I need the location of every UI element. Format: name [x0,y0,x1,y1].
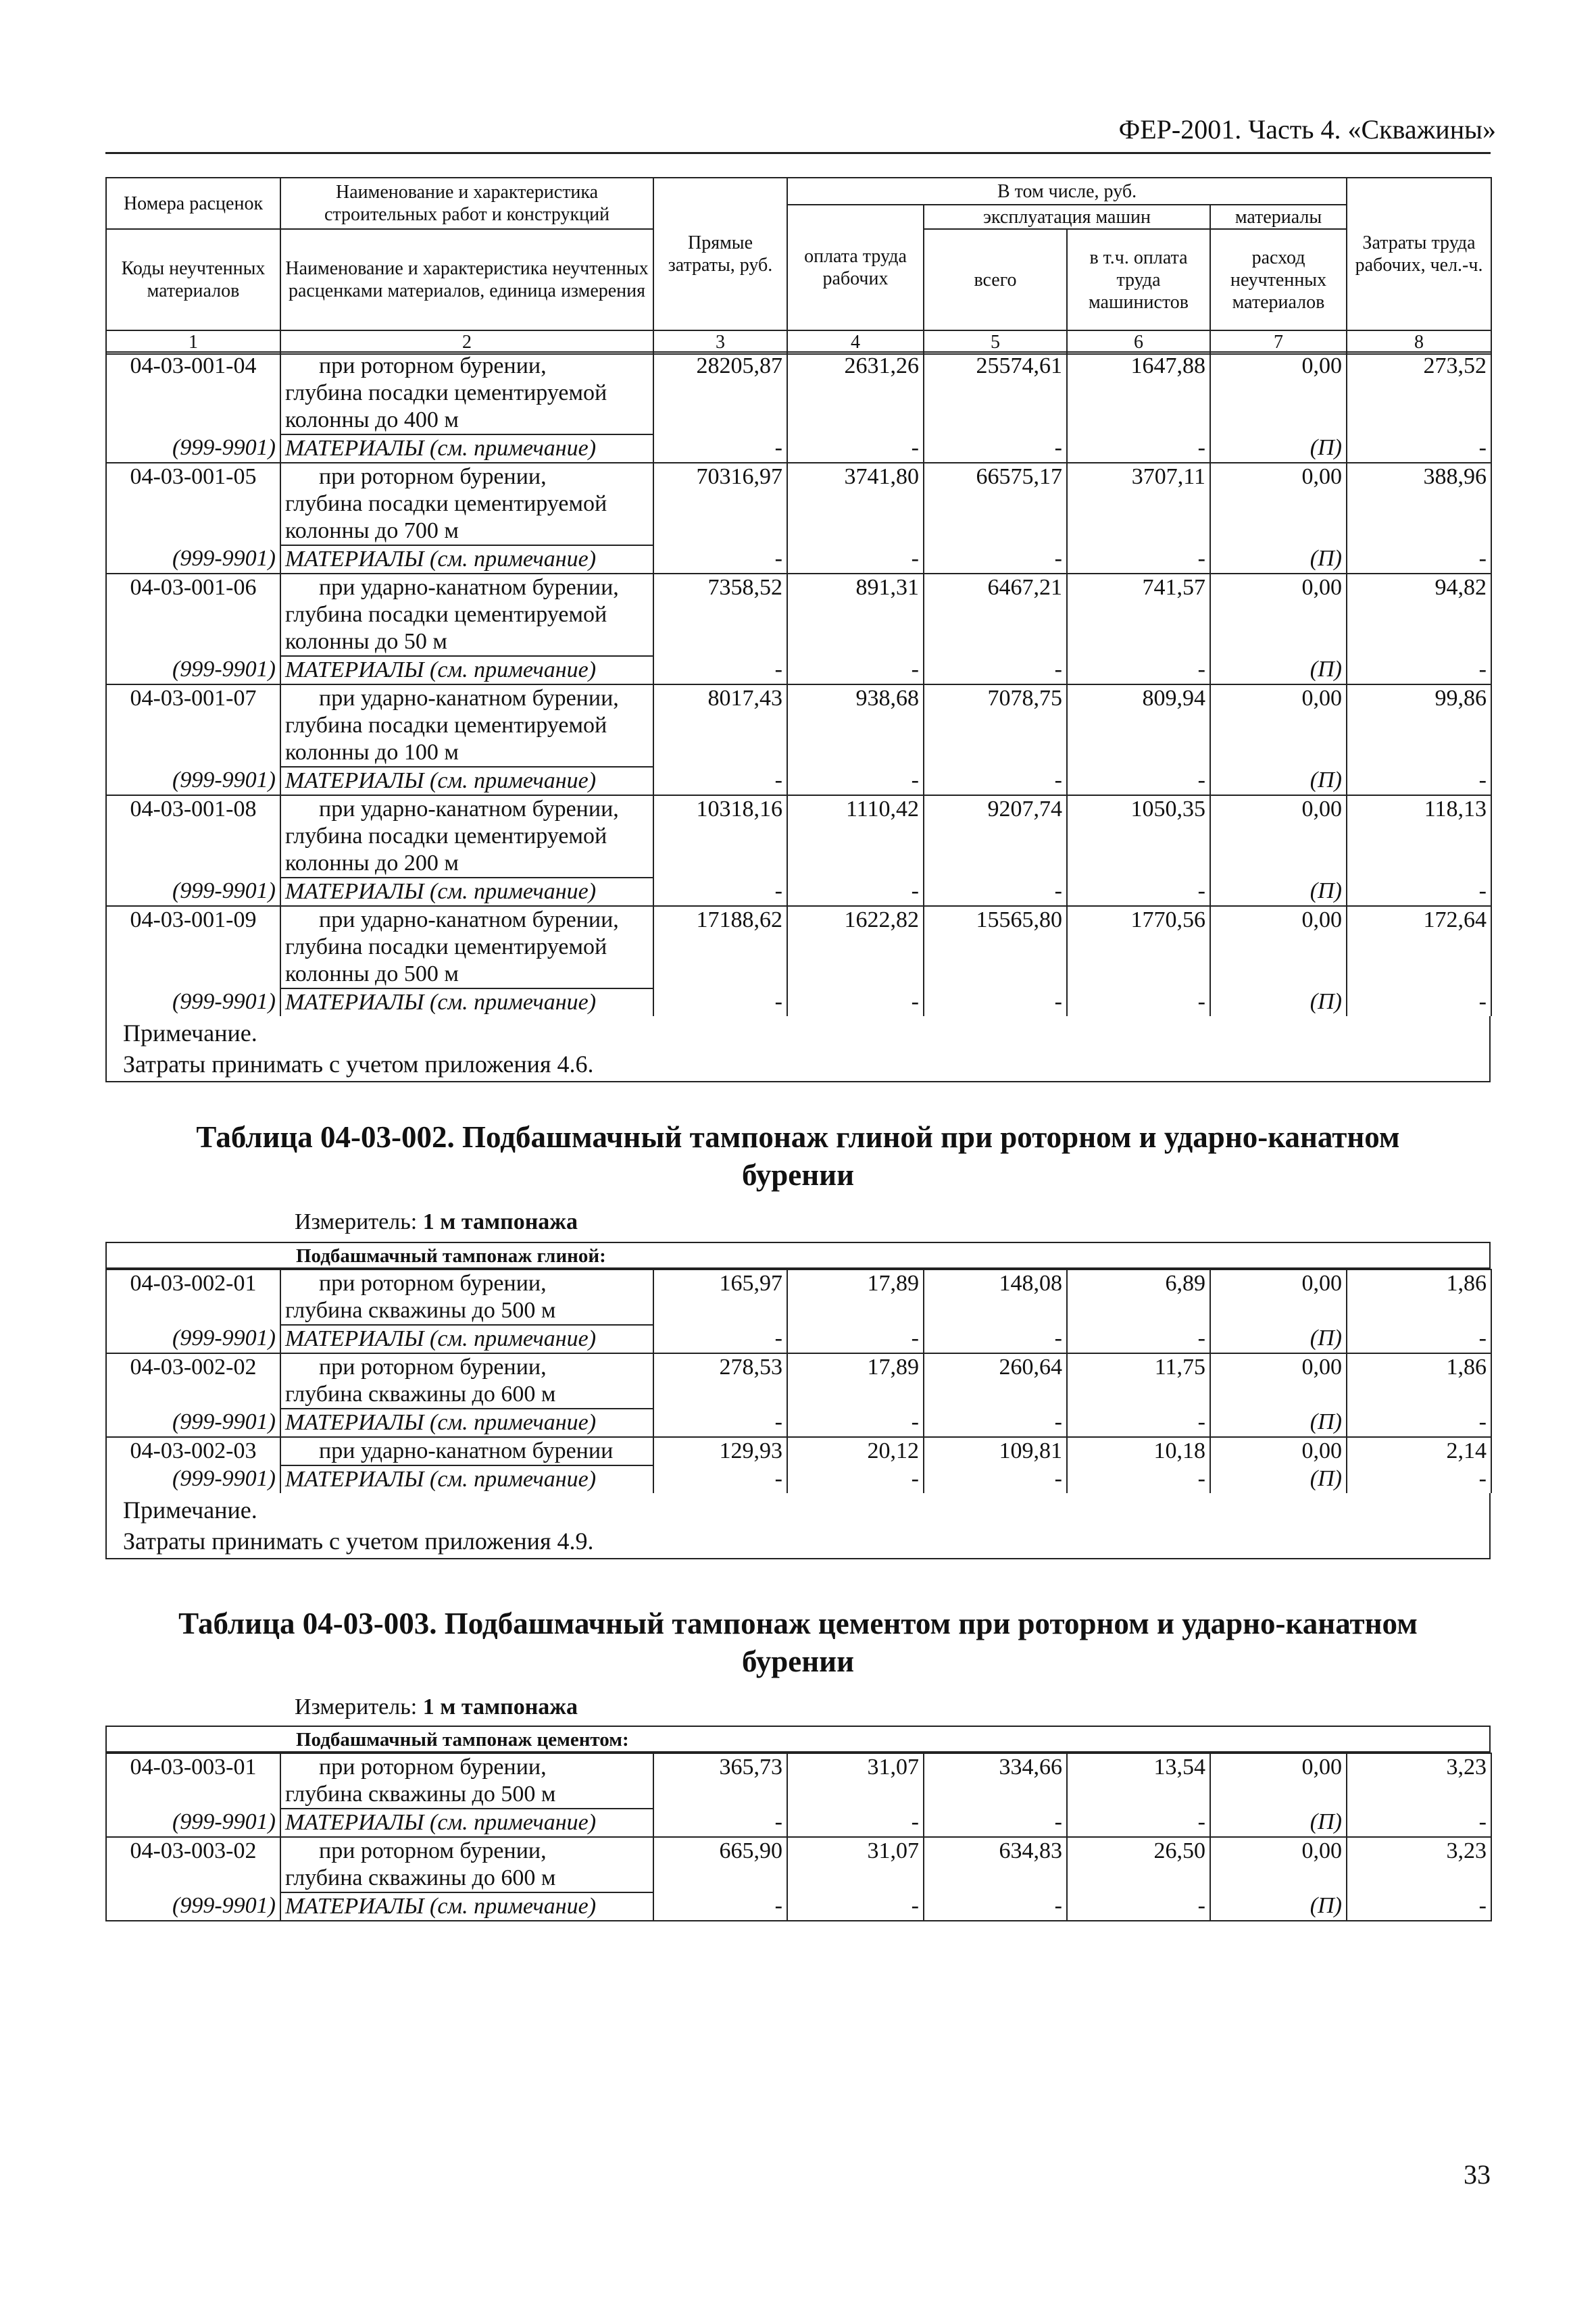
dash-cell: - [1347,988,1491,1016]
col-num: 7 [1210,330,1347,354]
col7-header: расход неучтенных материалов [1210,229,1347,330]
material-row [106,767,1491,795]
dash-cell: - [924,1325,1067,1353]
dash-cell: - [1347,767,1491,795]
value-v3: 7358,52 [653,574,787,656]
material-row [106,434,1491,463]
dash-cell: - [924,545,1067,574]
description-line: глубина посадки цементируемой [285,380,607,405]
value-v3: 129,93 [653,1437,787,1465]
dash-cell: - [1347,434,1491,463]
dash-cell: - [1347,1325,1491,1353]
col-num: 6 [1067,330,1210,354]
description-line: глубина посадки цементируемой [285,713,607,738]
value-v4: 31,07 [787,1837,924,1892]
description-line: колонны до 500 м [285,961,459,986]
material-label: МАТЕРИАЛЫ (см. примечание) [285,1410,597,1435]
rate-code: 04-03-003-02 [106,1837,280,1892]
material-flag: (П) [1210,1809,1347,1837]
dash-cell: - [787,767,924,795]
table3-measure: Измеритель: 1 м тампонажа [295,1694,578,1719]
table-row [106,463,1491,545]
value-v6: 11,75 [1067,1353,1210,1409]
material-description [280,1465,653,1493]
material-row [106,1465,1491,1493]
value-v3: 165,97 [653,1269,787,1325]
description-line: при роторном бурении, [319,1755,547,1780]
rate-code: 04-03-001-07 [106,684,280,767]
value-v7: 0,00 [1210,795,1347,878]
value-v5: 9207,74 [924,795,1067,878]
value-v5: 148,08 [924,1269,1067,1325]
rate-description [280,684,653,767]
col-num: 8 [1347,330,1491,354]
value-v7: 0,00 [1210,906,1347,988]
dash-cell: - [924,878,1067,906]
dash-cell: - [1067,434,1210,463]
dash-cell: - [1067,767,1210,795]
material-code: (999-9901) [106,1465,280,1493]
table3-body [105,1726,1491,1921]
material-code: (999-9901) [106,878,280,906]
dash-cell: - [653,1409,787,1437]
value-v7: 0,00 [1210,463,1347,545]
dash-cell: - [1067,1409,1210,1437]
dash-cell: - [1067,878,1210,906]
value-v3: 10318,16 [653,795,787,878]
material-flag: (П) [1210,878,1347,906]
table-row [106,1753,1491,1809]
header-rule [105,152,1491,154]
value-v5: 634,83 [924,1837,1067,1892]
page-number: 33 [1464,2159,1491,2190]
material-description [280,1892,653,1921]
description-line: глубина скважины до 500 м [285,1298,556,1323]
description-line: глубина посадки цементируемой [285,824,607,849]
description-line: колонны до 700 м [285,518,459,543]
table-row [106,352,1491,434]
dash-cell: - [787,988,924,1016]
col2-bottom: Наименование и характеристика неучтенных расценками материалов, единица измерения [280,229,653,330]
value-v8: 3,23 [1347,1837,1491,1892]
material-description [280,1409,653,1437]
dash-cell: - [924,767,1067,795]
table1-body [105,351,1491,1082]
dash-cell: - [924,1465,1067,1493]
material-label: МАТЕРИАЛЫ (см. примечание) [285,1326,597,1351]
table2-title: Таблица 04-03-002. Подбашмачный тампонаж глиной при роторном и ударно-канатном бурении [196,1120,1400,1192]
description-line: при роторном бурении, [319,353,547,378]
table2-section: Подбашмачный тампонаж глиной: [105,1242,1491,1269]
dash-cell: - [787,1325,924,1353]
value-v6: 6,89 [1067,1269,1210,1325]
value-v5: 15565,80 [924,906,1067,988]
col1-bottom: Коды неучтенных материалов [106,229,280,330]
value-v5: 25574,61 [924,352,1067,434]
rate-code: 04-03-001-04 [106,352,280,434]
material-code: (999-9901) [106,1892,280,1921]
description-line: при роторном бурении, [319,464,547,489]
value-v4: 3741,80 [787,463,924,545]
table-row [106,574,1491,656]
exploit-header: эксплуатация машин [924,205,1210,229]
col-num: 2 [280,330,653,354]
dash-cell: - [1347,878,1491,906]
value-v4: 17,89 [787,1269,924,1325]
table2-measure: Измеритель: 1 м тампонажа [295,1209,578,1234]
dash-cell: - [653,545,787,574]
material-flag: (П) [1210,1892,1347,1921]
value-v7: 0,00 [1210,1353,1347,1409]
table1-note: Примечание. Затраты принимать с учетом приложения 4.6. [105,1016,1491,1082]
material-code: (999-9901) [106,545,280,574]
material-code: (999-9901) [106,434,280,463]
material-code: (999-9901) [106,767,280,795]
value-v3: 70316,97 [653,463,787,545]
value-v8: 1,86 [1347,1269,1491,1325]
material-flag: (П) [1210,656,1347,684]
table-row [106,684,1491,767]
rate-code: 04-03-002-01 [106,1269,280,1325]
value-v7: 0,00 [1210,1269,1347,1325]
material-row [106,1892,1491,1921]
value-v4: 2631,26 [787,352,924,434]
rate-description [280,1269,653,1325]
description-line: глубина скважины до 600 м [285,1865,556,1890]
value-v4: 938,68 [787,684,924,767]
table3-title: Таблица 04-03-003. Подбашмачный тампонаж цементом при роторном и ударно-канатном бурении [178,1607,1418,1678]
description-line: колонны до 400 м [285,407,459,432]
value-v7: 0,00 [1210,574,1347,656]
material-flag: (П) [1210,767,1347,795]
value-v8: 172,64 [1347,906,1491,988]
material-flag: (П) [1210,545,1347,574]
description-line: глубина посадки цементируемой [285,602,607,627]
value-v3: 665,90 [653,1837,787,1892]
value-v8: 388,96 [1347,463,1491,545]
dash-cell: - [653,988,787,1016]
rate-code: 04-03-002-02 [106,1353,280,1409]
value-v4: 891,31 [787,574,924,656]
value-v8: 94,82 [1347,574,1491,656]
value-v8: 2,14 [1347,1437,1491,1465]
value-v4: 31,07 [787,1753,924,1809]
value-v7: 0,00 [1210,684,1347,767]
rate-description [280,1837,653,1892]
value-v3: 8017,43 [653,684,787,767]
material-flag: (П) [1210,988,1347,1016]
description-line: глубина посадки цементируемой [285,491,607,516]
rate-code: 04-03-001-09 [106,906,280,988]
material-description [280,1809,653,1837]
dash-cell: - [653,1892,787,1921]
dash-cell: - [653,878,787,906]
description-line: колонны до 100 м [285,740,459,765]
table3-section: Подбашмачный тампонаж цементом: [105,1726,1491,1753]
dash-cell: - [1067,1325,1210,1353]
material-code: (999-9901) [106,1409,280,1437]
table-row [106,1269,1491,1325]
col-num: 3 [653,330,787,354]
dash-cell: - [653,656,787,684]
material-row [106,988,1491,1016]
description-line: при ударно-канатном бурении, [319,686,619,711]
dash-cell: - [924,434,1067,463]
description-line: при роторном бурении, [319,1355,547,1380]
description-line: глубина посадки цементируемой [285,934,607,959]
dash-cell: - [787,1809,924,1837]
rate-code: 04-03-001-05 [106,463,280,545]
value-v6: 741,57 [1067,574,1210,656]
value-v4: 1622,82 [787,906,924,988]
material-description [280,656,653,684]
dash-cell: - [1067,1809,1210,1837]
material-label: МАТЕРИАЛЫ (см. примечание) [285,547,597,572]
material-flag: (П) [1210,434,1347,463]
col-group-header: В том числе, руб. [787,178,1347,205]
value-v6: 1050,35 [1067,795,1210,878]
rates-table [105,1753,1492,1921]
dash-cell: - [787,1465,924,1493]
materials-header: материалы [1210,205,1347,229]
rate-description [280,463,653,545]
rate-description [280,795,653,878]
rate-description [280,906,653,988]
rate-description [280,1437,653,1465]
value-v8: 1,86 [1347,1353,1491,1409]
dash-cell: - [924,656,1067,684]
material-label: МАТЕРИАЛЫ (см. примечание) [285,657,597,682]
material-label: МАТЕРИАЛЫ (см. примечание) [285,879,597,904]
description-line: глубина скважины до 600 м [285,1382,556,1407]
material-label: МАТЕРИАЛЫ (см. примечание) [285,990,597,1015]
dash-cell: - [1067,545,1210,574]
rate-code: 04-03-002-03 [106,1437,280,1465]
rate-code: 04-03-003-01 [106,1753,280,1809]
value-v7: 0,00 [1210,352,1347,434]
rates-table [105,1269,1492,1493]
rate-code: 04-03-001-06 [106,574,280,656]
material-label: МАТЕРИАЛЫ (см. примечание) [285,436,597,461]
material-code: (999-9901) [106,656,280,684]
value-v5: 109,81 [924,1437,1067,1465]
material-label: МАТЕРИАЛЫ (см. примечание) [285,768,597,793]
value-v5: 7078,75 [924,684,1067,767]
col5-header: всего [924,229,1067,330]
value-v4: 17,89 [787,1353,924,1409]
value-v7: 0,00 [1210,1837,1347,1892]
value-v3: 278,53 [653,1353,787,1409]
dash-cell: - [1067,1465,1210,1493]
dash-cell: - [1347,1892,1491,1921]
dash-cell: - [787,434,924,463]
rate-description [280,1753,653,1809]
value-v8: 273,52 [1347,352,1491,434]
rates-table [105,351,1492,1016]
dash-cell: - [924,988,1067,1016]
value-v8: 118,13 [1347,795,1491,878]
value-v8: 99,86 [1347,684,1491,767]
table-row [106,1353,1491,1409]
rate-description [280,352,653,434]
rate-description [280,1353,653,1409]
dash-cell: - [787,545,924,574]
dash-cell: - [1067,1892,1210,1921]
value-v5: 334,66 [924,1753,1067,1809]
value-v3: 28205,87 [653,352,787,434]
material-row [106,545,1491,574]
material-flag: (П) [1210,1465,1347,1493]
dash-cell: - [653,1465,787,1493]
table-row [106,906,1491,988]
value-v8: 3,23 [1347,1753,1491,1809]
material-row [106,1409,1491,1437]
dash-cell: - [653,1809,787,1837]
material-row [106,878,1491,906]
col2-top: Наименование и характеристика строительных работ и конструкций [280,178,653,229]
material-description [280,767,653,795]
dash-cell: - [1347,656,1491,684]
dash-cell: - [787,1409,924,1437]
material-flag: (П) [1210,1409,1347,1437]
col-num: 1 [106,330,280,354]
col1-top: Номера расценок [106,178,280,229]
dash-cell: - [924,1409,1067,1437]
description-line: при ударно-канатном бурении, [319,575,619,600]
dash-cell: - [787,656,924,684]
col3-header: Прямые затраты, руб. [653,178,787,330]
table-row [106,1437,1491,1465]
value-v5: 6467,21 [924,574,1067,656]
col-num: 5 [924,330,1067,354]
value-v3: 365,73 [653,1753,787,1809]
value-v6: 3707,11 [1067,463,1210,545]
value-v6: 26,50 [1067,1837,1210,1892]
material-description [280,1325,653,1353]
value-v4: 20,12 [787,1437,924,1465]
rate-description [280,574,653,656]
description-line: при ударно-канатном бурении, [319,907,619,932]
dash-cell: - [1347,545,1491,574]
table2-body [105,1242,1491,1559]
description-line: при ударно-канатном бурении, [319,797,619,822]
material-description [280,434,653,463]
value-v6: 1647,88 [1067,352,1210,434]
material-label: МАТЕРИАЛЫ (см. примечание) [285,1894,597,1919]
value-v7: 0,00 [1210,1437,1347,1465]
value-v5: 66575,17 [924,463,1067,545]
dash-cell: - [787,878,924,906]
rate-code: 04-03-001-08 [106,795,280,878]
dash-cell: - [787,1892,924,1921]
description-line: при роторном бурении, [319,1838,547,1863]
material-flag: (П) [1210,1325,1347,1353]
col6-header: в т.ч. оплата труда машинистов [1067,229,1210,330]
value-v6: 809,94 [1067,684,1210,767]
dash-cell: - [924,1892,1067,1921]
column-header [105,177,1492,355]
table-row [106,795,1491,878]
material-row [106,656,1491,684]
value-v3: 17188,62 [653,906,787,988]
table2-note: Примечание. Затраты принимать с учетом приложения 4.9. [105,1493,1491,1559]
dash-cell: - [653,767,787,795]
dash-cell: - [653,1325,787,1353]
dash-cell: - [1067,988,1210,1016]
material-row [106,1809,1491,1837]
dash-cell: - [653,434,787,463]
description-line: колонны до 50 м [285,629,447,654]
material-label: МАТЕРИАЛЫ (см. примечание) [285,1810,597,1835]
col-num: 4 [787,330,924,354]
value-v6: 10,18 [1067,1437,1210,1465]
dash-cell: - [1067,656,1210,684]
value-v4: 1110,42 [787,795,924,878]
running-header: ФЕР-2001. Часть 4. «Скважины» [1118,114,1496,145]
col4-header: оплата труда рабочих [787,205,924,330]
dash-cell: - [1347,1465,1491,1493]
material-description [280,545,653,574]
dash-cell: - [1347,1809,1491,1837]
dash-cell: - [924,1809,1067,1837]
description-line: колонны до 200 м [285,851,459,876]
material-code: (999-9901) [106,988,280,1016]
description-line: при роторном бурении, [319,1271,547,1296]
material-description [280,988,653,1016]
table-row [106,1837,1491,1892]
material-code: (999-9901) [106,1325,280,1353]
col8-header: Затраты труда рабочих, чел.-ч. [1347,178,1491,330]
value-v6: 13,54 [1067,1753,1210,1809]
value-v5: 260,64 [924,1353,1067,1409]
material-row [106,1325,1491,1353]
value-v6: 1770,56 [1067,906,1210,988]
description-line: глубина скважины до 500 м [285,1782,556,1807]
material-code: (999-9901) [106,1809,280,1837]
description-line: при ударно-канатном бурении [319,1438,614,1463]
dash-cell: - [1347,1409,1491,1437]
material-label: МАТЕРИАЛЫ (см. примечание) [285,1467,597,1492]
material-description [280,878,653,906]
value-v7: 0,00 [1210,1753,1347,1809]
